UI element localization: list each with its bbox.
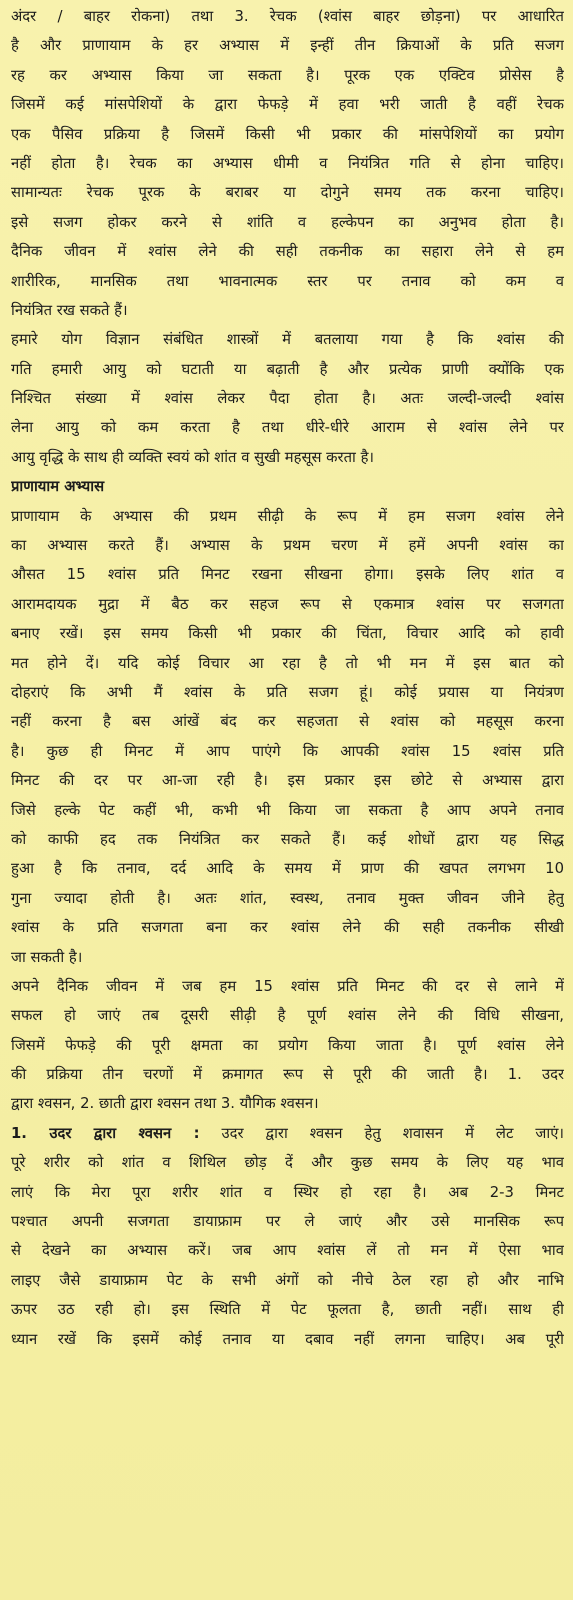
text-line: निश्चित संख्या में श्वांस लेकर पैदा होता है। अतः जल्दी-जल्दी श्वांस [11,390,564,408]
text-line: बनाए रखें। इस समय किसी भी प्रकार की चिंता, विचार आदि को हावी [11,625,564,643]
paragraph-3 [11,502,564,972]
text-line: आयु वृद्धि के साथ ही व्यक्ति स्वयं को शांत व सुखी महसूस करता है। [11,448,375,466]
text-line: गुना ज्यादा होती है। अतः शांत, स्वस्थ, तनाव मुक्त जीवन जीने हेतु [11,889,564,907]
text-line: जिसमें कई मांसपेशियों के द्वारा फेफड़े में हवा भरी जाती है वहीं रेचक [11,96,564,114]
text-line: सामान्यतः रेचक पूरक के बराबर या दोगुने समय तक करना चाहिए। [11,184,564,202]
text-line: सफल हो जाएं तब दूसरी सीढ़ी है पूर्ण श्वांस लेने की विधि सीखना, [11,1007,564,1025]
text-line: ऊपर उठ रही हो। इस स्थिति में पेट फूलता है, छाती नहीं। साथ ही [11,1301,564,1319]
text-line: लाइए जैसे डायाफ्राम पेट के सभी अंगों को नीचे ठेल रहा हो और नाभि [11,1271,564,1289]
text-line: से देखने का अभ्यास करें। जब आप श्वांस लें तो मन में ऐसा भाव [11,1242,564,1260]
paragraph-5 [11,1119,564,1354]
text-line: लाएं कि मेरा पूरा शरीर शांत व स्थिर हो रहा है। अब 2-3 मिनट [11,1183,564,1201]
text-line: मत होने दें। यदि कोई विचार आ रहा है तो भी मन में इस बात को [11,654,564,672]
text-line: जिसमें फेफड़े की पूरी क्षमता का प्रयोग किया जाता है। पूर्ण श्वांस लेने [11,1036,564,1054]
text-line: दोहराएं कि अभी मैं श्वांस के प्रति सजग हूं। कोई प्रयास या नियंत्रण [11,683,564,701]
paragraph-1 [11,2,564,325]
text-line: रह कर अभ्यास किया जा सकता है। पूरक एक एक्टिव प्रोसेस है [11,66,564,84]
text-line: लेना आयु को कम करता है तथा धीरे-धीरे आराम से श्वांस लेने पर [11,419,564,437]
text-line: अपने दैनिक जीवन में जब हम 15 श्वांस प्रति मिनट की दर से लाने में [11,977,564,995]
text-line: जिसे हल्के पेट कहीं भी, कभी भी किया जा सकता है आप अपने तनाव [11,801,564,819]
text-run: उदर द्वारा श्वसन हेतु शवासन में लेट जाएं। [199,1124,564,1142]
text-line: का अभ्यास करते हैं। अभ्यास के प्रथम चरण में हमें अपनी श्वांस का [11,537,564,555]
text-line: औसत 15 श्वांस प्रति मिनट रखना सीखना होगा। इसके लिए शांत व [11,566,564,584]
text-line: दैनिक जीवन में श्वांस लेने की सही तकनीक का सहारा लेने से हम [11,243,564,261]
section-heading: प्राणायाम अभ्यास [11,478,105,496]
text-line: नहीं होता है। रेचक का अभ्यास धीमी व नियंत्रित गति से होना चाहिए। [11,154,564,172]
text-line: पश्चात अपनी सजगता डायाफ्राम पर ले जाएं और उसे मानसिक रूप [11,1213,564,1231]
text-line: गति हमारी आयु को घटाती या बढ़ाती है और प्रत्येक प्राणी क्योंकि एक [11,360,564,378]
text-line: पूरे शरीर को शांत व शिथिल छोड़ दें और कुछ समय के लिए यह भाव [11,1154,564,1172]
text-line: प्राणायाम के अभ्यास की प्रथम सीढ़ी के रूप में हम सजग श्वांस लेने [11,507,564,525]
text-line: है और प्राणायाम के हर अभ्यास में इन्हीं तीन क्रियाओं के प्रति सजग [11,37,564,55]
text-line: हमारे योग विज्ञान संबंधित शास्त्रों में बतलाया गया है कि श्वांस की [11,331,564,349]
text-line: इसे सजग होकर करने से शांति व हल्केपन का अनुभव होता है। [11,213,564,231]
paragraph-2 [11,325,564,472]
text-line: हुआ है कि तनाव, दर्द आदि के समय में प्राण की खपत लगभग 10 [11,860,564,878]
text-line: नियंत्रित रख सकते हैं। [11,301,128,319]
text-line: मिनट की दर पर आ-जा रही है। इस प्रकार इस छोटे से अभ्यास द्वारा [11,772,564,790]
text-line: शारीरिक, मानसिक तथा भावनात्मक स्तर पर तनाव को कम व [11,272,564,290]
text-line: द्वारा श्वसन, 2. छाती द्वारा श्वसन तथा 3. यौगिक श्वसन। [11,1095,319,1113]
text-line: श्वांस के प्रति सजगता बना कर श्वांस लेने की सही तकनीक सीखी [11,919,564,937]
text-line: नहीं करना है बस आंखें बंद कर सहजता से श्वांस को महसूस करना [11,713,564,731]
text-line: एक पैसिव प्रक्रिया है जिसमें किसी भी प्रकार की मांसपेशियों का प्रयोग [11,125,564,143]
paragraph-4 [11,972,564,1119]
text-line [11,1119,564,1148]
text-line: आरामदायक मुद्रा में बैठ कर सहज रूप से एकमात्र श्वांस पर सजगता [11,595,564,613]
text-line: ध्यान रखें कि इसमें कोई तनाव या दबाव नहीं लगना चाहिए। अब पूरी [11,1330,564,1348]
text-line: है। कुछ ही मिनट में आप पाएंगे कि आपकी श्वांस 15 श्वांस प्रति [11,742,564,760]
text-line: जा सकती है। [11,948,83,966]
text-line: की प्रक्रिया तीन चरणों में क्रमागत रूप से पूरी की जाती है। 1. उदर [11,1066,564,1084]
text-line: अंदर / बाहर रोकना) तथा 3. रेचक (श्वांस बाहर छोड़ना) पर आधारित [11,8,564,25]
subsection-label: 1. उदर द्वारा श्वसन : [11,1124,200,1142]
text-line: को काफी हद तक नियंत्रित कर सकते हैं। कई शोधों द्वारा यह सिद्ध [11,830,564,848]
